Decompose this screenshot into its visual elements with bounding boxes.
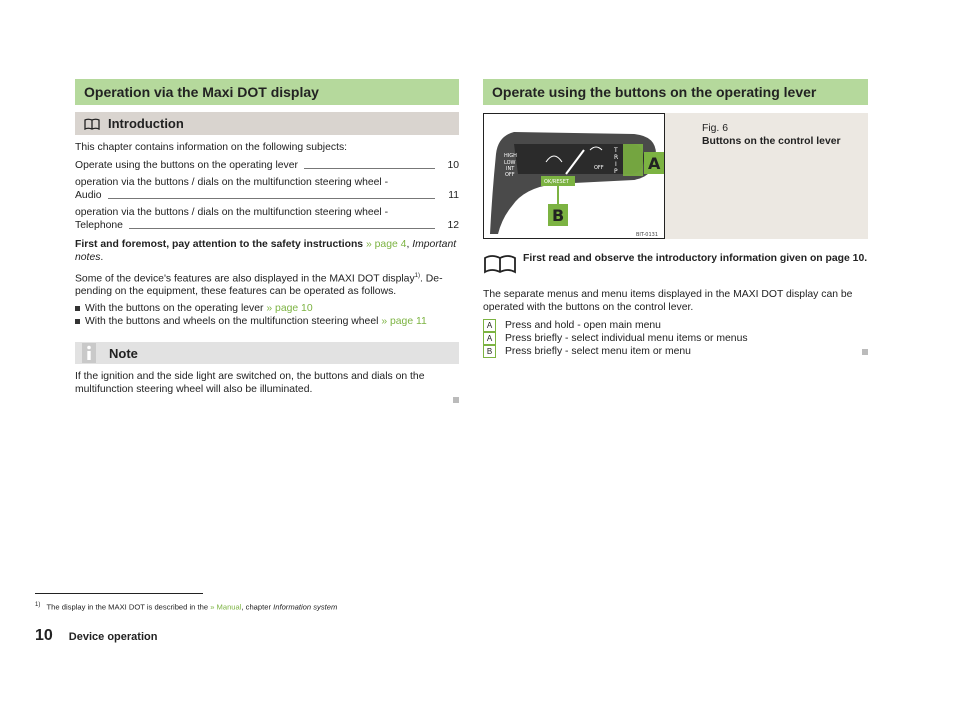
- toc-page: 10: [447, 160, 459, 171]
- right-column: [483, 79, 868, 358]
- safety-link[interactable]: » page 4: [365, 239, 407, 250]
- section-title-right: Operate using the buttons on the operating lever: [483, 79, 868, 105]
- toc-item[interactable]: Operate using the buttons on the operating lever 10: [75, 160, 459, 171]
- legend-key: B: [483, 345, 496, 358]
- warning-row: [483, 252, 868, 274]
- svg-text:INT: INT: [506, 166, 515, 172]
- svg-text:B: B: [552, 206, 565, 225]
- figure-title: Buttons on the control lever: [702, 136, 841, 147]
- bullet-list: [75, 302, 459, 328]
- legend-list: [483, 319, 868, 358]
- book-warning-icon: [483, 252, 517, 274]
- toc-item[interactable]: operation via the buttons / dials on the multifunction steering wheel - Telephone 12: [75, 207, 459, 231]
- svg-text:P: P: [614, 168, 618, 175]
- svg-text:BIT-0131: BIT-0131: [636, 232, 659, 238]
- safety-note: First and foremost, pay attention to the safety instructions » page 4, Important notes.: [75, 239, 457, 263]
- chapter-title: Device operation: [68, 631, 158, 643]
- footnote-divider: [35, 593, 203, 594]
- bullet-link[interactable]: » page 10: [266, 303, 313, 315]
- figure-caption: [702, 122, 841, 148]
- svg-text:OFF: OFF: [594, 165, 604, 171]
- footnote: $^{1)}$ The display in the MAXI DOT is described in the » Manual, chapter Information system: [35, 602, 338, 612]
- end-mark: [453, 397, 459, 403]
- page-number: 10: [35, 627, 53, 644]
- toc-item[interactable]: operation via the buttons / dials on the multifunction steering wheel - Audio 11: [75, 177, 459, 201]
- legend-key: A: [483, 319, 496, 332]
- toc-leader: [304, 168, 435, 169]
- svg-text:A: A: [648, 154, 661, 173]
- legend-item: B Press briefly - select menu item or menu: [483, 345, 868, 358]
- legend-item: A Press briefly - select individual menu items or menus: [483, 332, 868, 345]
- svg-text:OFF: OFF: [505, 172, 515, 178]
- figure: [483, 113, 868, 239]
- page-footer: [35, 627, 157, 645]
- note-text: If the ignition and the side light are switched on, the buttons and dials on the multifunction steering wheel will also be illuminated.: [75, 371, 425, 396]
- svg-text:R: R: [614, 154, 619, 161]
- book-icon: [84, 118, 100, 130]
- toc-list: [75, 159, 459, 232]
- svg-text:HIGH: HIGH: [504, 153, 517, 159]
- legend-item: A Press and hold - open main menu: [483, 319, 868, 332]
- svg-text:OK/RESET: OK/RESET: [544, 179, 569, 185]
- body-text: The separate menus and menu items displayed in the MAXI DOT display can be operated with the buttons on the control lever.: [483, 289, 853, 313]
- features-text: Some of the device's features are also displayed in the MAXI DOT display$^{1)}$. De-pending on the equipment, these features can be operated as follows.: [75, 273, 443, 298]
- svg-text:I: I: [615, 161, 617, 168]
- section-title: Operation via the Maxi DOT display: [75, 79, 459, 105]
- list-item: With the buttons and wheels on the multifunction steering wheel » page 11: [75, 315, 459, 328]
- toc-page: 12: [447, 220, 459, 231]
- figure-label: Fig. 6: [702, 123, 728, 134]
- footnote-link[interactable]: » Manual: [210, 602, 242, 612]
- info-icon: [79, 342, 99, 364]
- toc-leader: [129, 228, 435, 229]
- note-header: [75, 342, 459, 364]
- legend-key: A: [483, 332, 496, 345]
- toc-page: 11: [448, 190, 459, 201]
- toc-leader: [108, 198, 435, 199]
- intro-title: Introduction: [108, 116, 184, 131]
- intro-header: [75, 112, 459, 135]
- note-title: Note: [109, 345, 138, 361]
- warning-text: First read and observe the introductory information given on page 10.: [523, 253, 868, 264]
- intro-text: This chapter contains information on the following subjects:: [75, 142, 348, 153]
- svg-text:T: T: [614, 147, 618, 154]
- svg-text:LOW: LOW: [504, 160, 516, 166]
- left-column: [75, 79, 459, 408]
- lever-illustration: [483, 113, 665, 239]
- list-item: With the buttons on the operating lever » page 10: [75, 302, 459, 315]
- bullet-link[interactable]: » page 11: [381, 316, 427, 328]
- end-mark: [862, 349, 868, 355]
